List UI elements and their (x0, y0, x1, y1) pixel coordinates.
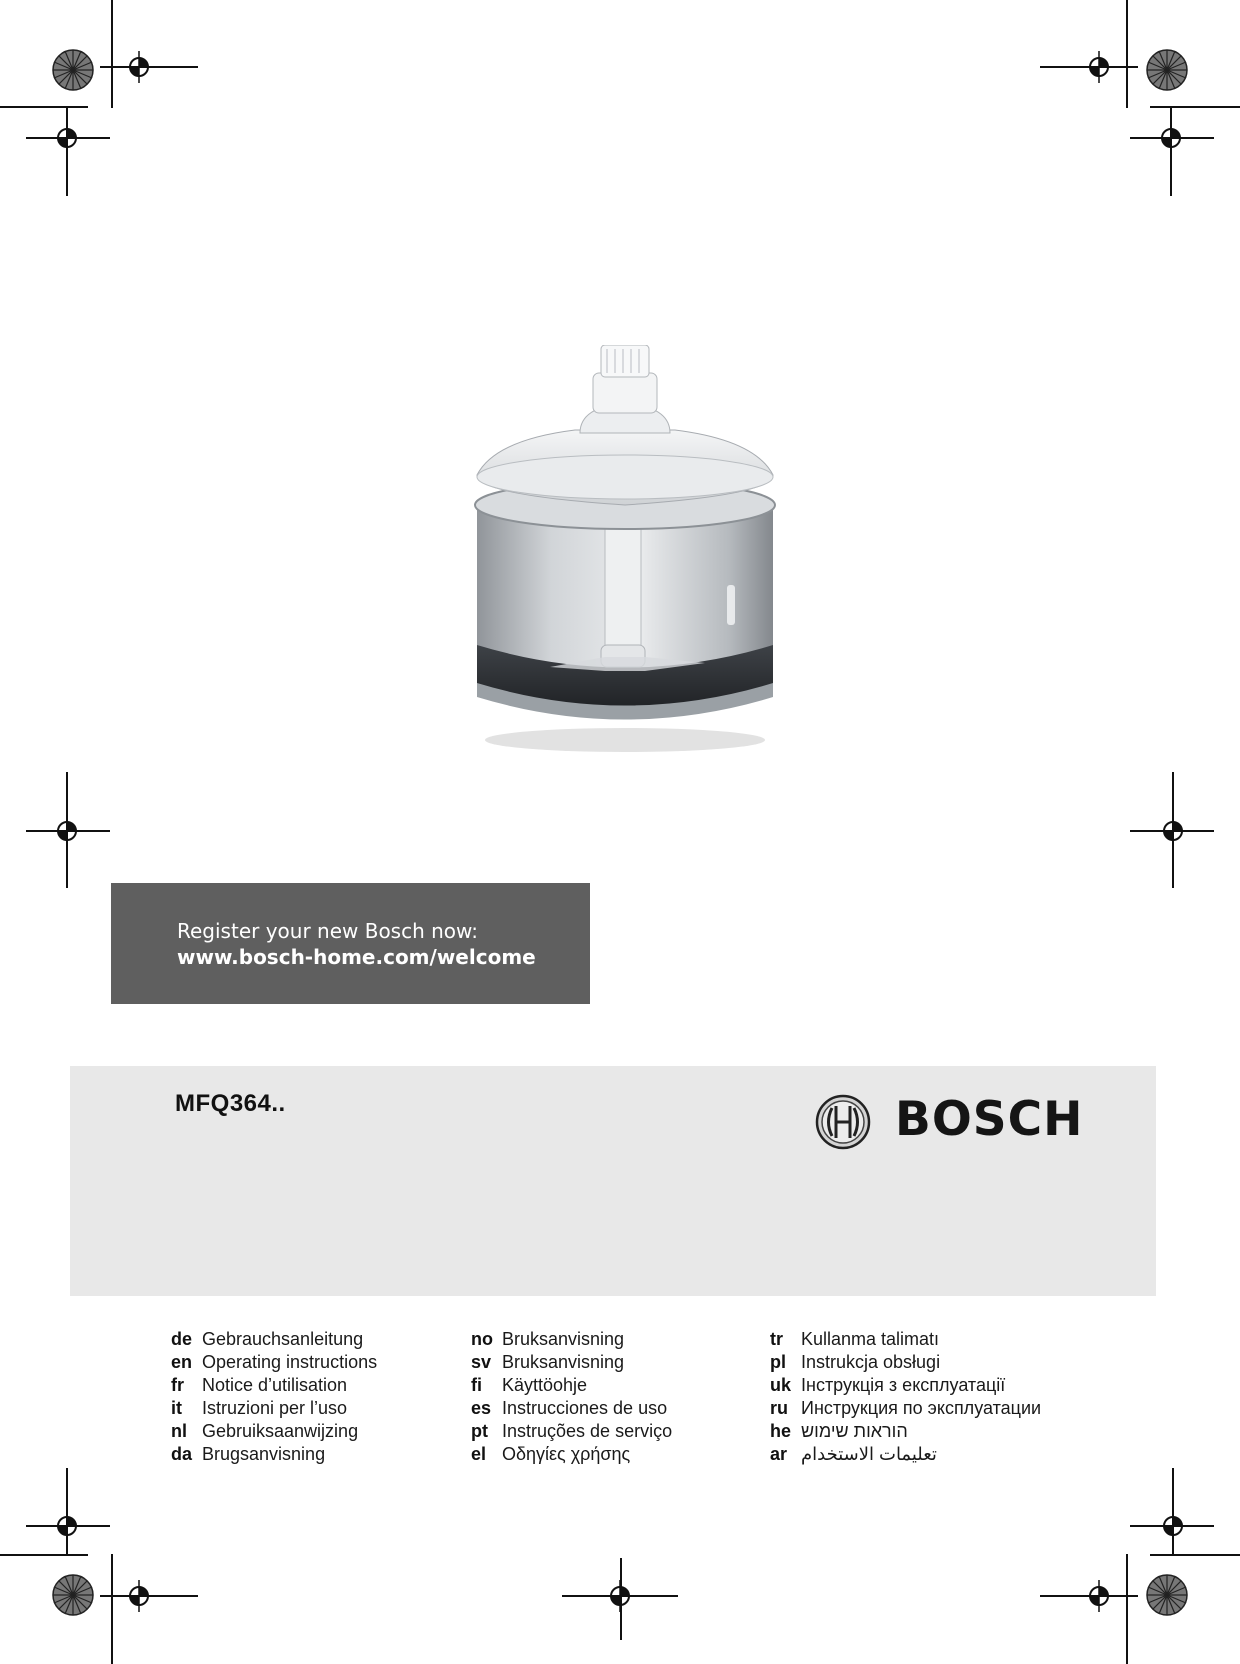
language-code: fi (471, 1375, 482, 1395)
star-target-icon (1145, 1573, 1189, 1617)
language-code: no (471, 1329, 493, 1349)
language-label: Gebrauchsanleitung (202, 1329, 364, 1349)
language-item (471, 1351, 672, 1374)
language-code: de (171, 1329, 193, 1349)
language-item (471, 1420, 672, 1443)
registration-target-icon (1083, 1580, 1115, 1612)
language-code: tr (770, 1329, 783, 1349)
language-item (171, 1397, 377, 1420)
language-label: Інструкція з експлуатації (801, 1375, 1006, 1395)
language-item (171, 1443, 377, 1466)
language-label: הוראות שימוש (801, 1421, 908, 1441)
registration-target-icon (1155, 122, 1187, 154)
language-code: pt (471, 1421, 488, 1441)
language-code: he (770, 1421, 792, 1441)
crop-line (0, 1554, 88, 1556)
language-code: fr (171, 1375, 184, 1395)
language-label: Bruksanvisning (502, 1329, 625, 1349)
star-target-icon (51, 48, 95, 92)
crop-line (1126, 0, 1128, 108)
language-code: ru (770, 1398, 788, 1418)
register-prompt: Register your new Bosch now: (177, 919, 479, 943)
register-url-link[interactable]: www.bosch-home.com/welcome (177, 945, 536, 969)
language-item (171, 1351, 377, 1374)
language-code: it (171, 1398, 182, 1418)
language-code: en (171, 1352, 193, 1372)
language-code: da (171, 1444, 193, 1464)
language-label: Bruksanvisning (502, 1352, 625, 1372)
language-item (770, 1351, 1041, 1374)
model-number: MFQ364.. (175, 1090, 286, 1117)
bosch-logo: BOSCH (895, 1092, 1084, 1147)
language-item (171, 1328, 377, 1351)
product-image (455, 345, 795, 755)
language-column-2 (471, 1328, 672, 1466)
language-label: Instrukcja obsługi (801, 1352, 941, 1372)
language-code: el (471, 1444, 487, 1464)
language-code: ar (770, 1444, 788, 1464)
language-item (770, 1420, 1041, 1443)
language-column-1 (171, 1328, 377, 1466)
crop-line (111, 0, 113, 108)
language-label: تعليمات الاستخدام (801, 1444, 937, 1464)
language-label: Operating instructions (202, 1352, 378, 1372)
language-column-3 (770, 1328, 1041, 1466)
language-code: uk (770, 1375, 792, 1395)
star-target-icon (1145, 48, 1189, 92)
bosch-emblem-icon (815, 1094, 871, 1150)
registration-target-icon (51, 1510, 83, 1542)
language-item (471, 1374, 672, 1397)
registration-target-icon (123, 1580, 155, 1612)
language-code: sv (471, 1352, 492, 1372)
language-label: Gebruiksaanwijzing (202, 1421, 359, 1441)
language-label: Istruzioni per l’uso (202, 1398, 348, 1418)
language-item (770, 1374, 1041, 1397)
language-label: Instruções de serviço (502, 1421, 673, 1441)
language-item (471, 1443, 672, 1466)
language-item (171, 1374, 377, 1397)
registration-target-icon (1083, 51, 1115, 83)
language-label: Käyttöohje (502, 1375, 588, 1395)
language-label: Инструкция по эксплуатации (801, 1398, 1042, 1418)
language-label: Instrucciones de uso (502, 1398, 668, 1418)
language-item (471, 1397, 672, 1420)
language-label: Brugsanvisning (202, 1444, 326, 1464)
registration-target-icon (1157, 1510, 1189, 1542)
language-item (770, 1443, 1041, 1466)
crop-line (111, 1554, 113, 1664)
star-target-icon (51, 1573, 95, 1617)
language-item (770, 1397, 1041, 1420)
language-label: Οδηγίες χρήσης (502, 1444, 631, 1464)
crop-line (0, 106, 88, 108)
registration-target-icon (123, 51, 155, 83)
registration-target-icon (51, 122, 83, 154)
language-code: es (471, 1398, 492, 1418)
registration-banner (111, 883, 590, 1004)
language-code: nl (171, 1421, 187, 1441)
language-item (770, 1328, 1041, 1351)
language-item (171, 1420, 377, 1443)
registration-target-icon (1157, 815, 1189, 847)
registration-target-icon (604, 1580, 636, 1612)
crop-line (1150, 106, 1240, 108)
language-code: pl (770, 1352, 786, 1372)
registration-target-icon (51, 815, 83, 847)
crop-line (1126, 1554, 1128, 1664)
language-label: Notice d’utilisation (202, 1375, 348, 1395)
language-label: Kullanma talimatı (801, 1329, 940, 1349)
crop-line (1150, 1554, 1240, 1556)
language-item (471, 1328, 672, 1351)
